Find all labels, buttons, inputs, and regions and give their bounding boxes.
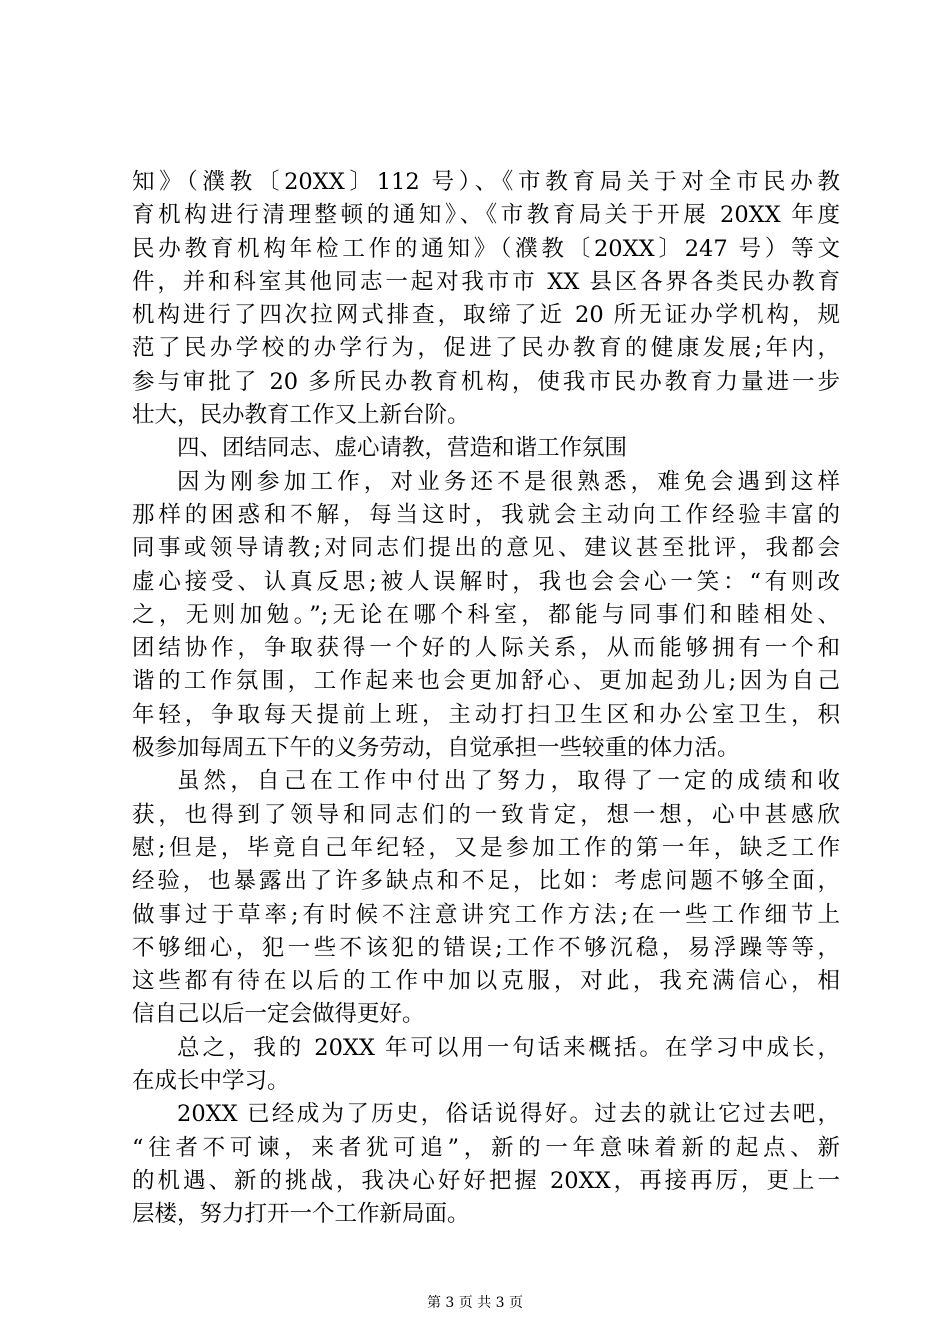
text-line: 范了民办学校的办学行为，促进了民办教育的健康发展;年内， bbox=[132, 335, 840, 362]
text-line: 虽然，自己在工作中付出了努力，取得了一定的成绩和收 bbox=[177, 768, 840, 795]
section-heading bbox=[132, 432, 840, 465]
heading-text: 四、团结同志、虚心请教，营造和谐工作氛围 bbox=[177, 435, 628, 462]
paragraph-policy-work bbox=[132, 166, 840, 432]
text-line: 知》（濮教〔20XX〕112 号）、《市教育局关于对全市民办教 bbox=[132, 169, 840, 195]
text-line: 民办教育机构年检工作的通知》（濮教〔20XX〕247 号）等文 bbox=[132, 235, 840, 262]
text-line: 做事过于草率;有时候不注意讲究工作方法;在一些工作细节上 bbox=[132, 901, 840, 928]
paragraph-shortcomings bbox=[132, 765, 840, 1031]
text-line: 那样的困惑和不解，每当这时，我就会主动向工作经验丰富的 bbox=[132, 501, 840, 528]
paragraph-summary bbox=[132, 1032, 840, 1099]
text-line: 件，并和科室其他同志一起对我市市 XX 县区各界各类民办教育 bbox=[132, 268, 840, 295]
text-line: 这些都有待在以后的工作中加以克服，对此，我充满信心，相 bbox=[132, 968, 840, 995]
text-line: 层楼，努力打开一个工作新局面。 bbox=[132, 1201, 470, 1228]
text-line: 因为刚参加工作，对业务还不是很熟悉，难免会遇到这样 bbox=[177, 468, 840, 495]
text-line: 慰;但是，毕竟自己年纪轻，又是参加工作的第一年，缺乏工作 bbox=[132, 834, 840, 861]
text-line: 极参加每周五下午的义务劳动，自觉承担一些较重的体力活。 bbox=[132, 735, 740, 762]
page-number-footer: 第 3 页 共 3 页 bbox=[426, 1295, 524, 1311]
text-line: “往者不可谏，来者犹可追”，新的一年意味着新的起点、新 bbox=[132, 1134, 840, 1161]
text-line: 信自己以后一定会做得更好。 bbox=[132, 1001, 425, 1028]
text-line: 参与审批了 20 多所民办教育机构，使我市民办教育力量进一步 bbox=[132, 368, 840, 395]
text-line: 总之，我的 20XX 年可以用一句话来概括。在学习中成长， bbox=[177, 1034, 840, 1061]
text-line: 的机遇、新的挑战，我决心好好把握 20XX，再接再厉，更上一 bbox=[132, 1167, 840, 1194]
document-body bbox=[132, 166, 840, 1232]
text-line: 育机构进行清理整顿的通知》、《市教育局关于开展 20XX 年度 bbox=[132, 202, 840, 229]
text-line: 获，也得到了领导和同志们的一致肯定，想一想，心中甚感欣 bbox=[132, 801, 840, 828]
text-line: 在成长中学习。 bbox=[132, 1068, 290, 1095]
text-line: 同事或领导请教;对同志们提出的意见、建议甚至批评，我都会 bbox=[132, 535, 840, 562]
text-line: 机构进行了四次拉网式排查，取缔了近 20 所无证办学机构，规 bbox=[132, 302, 840, 329]
text-line: 年轻，争取每天提前上班，主动打扫卫生区和办公室卫生，积 bbox=[132, 701, 840, 728]
text-line: 之，无则加勉。”;无论在哪个科室，都能与同事们和睦相处、 bbox=[132, 601, 840, 628]
text-line: 团结协作，争取获得一个好的人际关系，从而能够拥有一个和 bbox=[132, 635, 840, 662]
text-line: 不够细心，犯一些不该犯的错误;工作不够沉稳，易浮躁等等， bbox=[132, 934, 840, 961]
text-line: 壮大，民办教育工作又上新台阶。 bbox=[132, 402, 470, 429]
text-line: 20XX 已经成为了历史，俗话说得好。过去的就让它过去吧， bbox=[177, 1101, 840, 1128]
paragraph-outlook bbox=[132, 1098, 840, 1231]
text-line: 经验，也暴露出了许多缺点和不足，比如：考虑问题不够全面， bbox=[132, 868, 840, 895]
text-line: 谐的工作氛围，工作起来也会更加舒心、更加起劲儿;因为自己 bbox=[132, 668, 840, 695]
text-line: 虚心接受、认真反思;被人误解时，我也会会心一笑：“有则改 bbox=[132, 568, 840, 595]
paragraph-teamwork bbox=[132, 466, 840, 766]
